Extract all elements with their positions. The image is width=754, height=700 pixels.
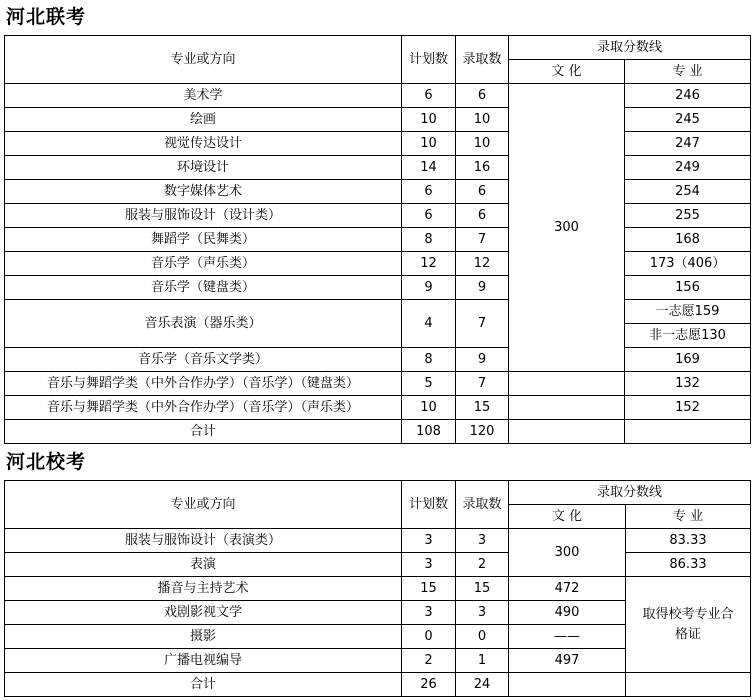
- cell-admit: 3: [456, 601, 509, 625]
- total-plan: 108: [402, 420, 456, 444]
- cell-plan: 8: [402, 348, 456, 372]
- cell-admit: 0: [456, 625, 509, 649]
- cell-specialty: 169: [625, 348, 751, 372]
- cell-plan: 5: [402, 372, 456, 396]
- header-plan: 计划数: [402, 36, 456, 84]
- cell-plan: 3: [402, 601, 456, 625]
- cell-admit: 7: [456, 372, 509, 396]
- cell-major: 音乐学（音乐文学类）: [5, 348, 402, 372]
- cell-admit: 6: [456, 84, 509, 108]
- total-label: 合计: [5, 673, 402, 697]
- xiaokao-table: [4, 480, 751, 697]
- cell-plan: 15: [402, 577, 456, 601]
- cell-culture-shared: 300: [509, 84, 625, 372]
- cell-plan: 9: [402, 276, 456, 300]
- header-plan: 计划数: [402, 481, 456, 529]
- table-row: [5, 108, 751, 132]
- cell-culture-shared: 300: [509, 529, 626, 577]
- header-major: 专业或方向: [5, 481, 402, 529]
- table-row: [5, 156, 751, 180]
- header-specialty: 专 业: [625, 60, 751, 84]
- total-culture-empty: [509, 420, 625, 444]
- cell-plan: 3: [402, 529, 456, 553]
- table-row: [5, 529, 751, 553]
- cell-admit: 2: [456, 553, 509, 577]
- cell-plan: 4: [402, 300, 456, 348]
- cell-specialty: 156: [625, 276, 751, 300]
- cell-major: 戏剧影视文学: [5, 601, 402, 625]
- cell-major: 美术学: [5, 84, 402, 108]
- cell-admit: 3: [456, 529, 509, 553]
- cell-admit: 10: [456, 132, 509, 156]
- cell-plan: 3: [402, 553, 456, 577]
- cell-plan: 10: [402, 132, 456, 156]
- cell-specialty: 86.33: [626, 553, 751, 577]
- cell-admit: 16: [456, 156, 509, 180]
- table-row: [5, 348, 751, 372]
- cell-plan: 8: [402, 228, 456, 252]
- cell-admit: 15: [456, 396, 509, 420]
- cell-admit: 6: [456, 204, 509, 228]
- header-culture: 文 化: [509, 505, 626, 529]
- cell-admit: 7: [456, 300, 509, 348]
- cell-major: 音乐表演（器乐类）: [5, 300, 402, 348]
- cell-plan: 12: [402, 252, 456, 276]
- cell-culture: 497: [509, 649, 626, 673]
- cell-specialty: 83.33: [626, 529, 751, 553]
- cell-major: 广播电视编导: [5, 649, 402, 673]
- cell-major: 音乐学（键盘类）: [5, 276, 402, 300]
- cell-specialty: 132: [625, 372, 751, 396]
- header-culture: 文 化: [509, 60, 625, 84]
- cell-major: 视觉传达设计: [5, 132, 402, 156]
- cell-admit: 1: [456, 649, 509, 673]
- cell-admit: 10: [456, 108, 509, 132]
- total-admit: 24: [456, 673, 509, 697]
- table-row: [5, 132, 751, 156]
- cell-major: 服装与服饰设计（设计类）: [5, 204, 402, 228]
- header-cutoff: 录取分数线: [509, 481, 751, 505]
- cell-specialty-shared: 取得校考专业合格证: [626, 577, 751, 673]
- table-row: [5, 84, 751, 108]
- liankao-table: [4, 35, 751, 444]
- section-title-liankao: 河北联考: [6, 6, 87, 28]
- cell-major: 数字媒体艺术: [5, 180, 402, 204]
- total-row: [5, 420, 751, 444]
- cell-admit: 7: [456, 228, 509, 252]
- cell-plan: 0: [402, 625, 456, 649]
- header-specialty: 专 业: [626, 505, 751, 529]
- section-title-xiaokao: 河北校考: [6, 451, 87, 473]
- cell-specialty-first-choice: 一志愿159: [625, 300, 751, 324]
- total-label: 合计: [5, 420, 402, 444]
- table-row: [5, 228, 751, 252]
- table-row: [5, 252, 751, 276]
- total-specialty-empty: [626, 673, 751, 697]
- cell-specialty: 254: [625, 180, 751, 204]
- header-cutoff: 录取分数线: [509, 36, 751, 60]
- cell-culture: 472: [509, 577, 626, 601]
- cell-admit: 12: [456, 252, 509, 276]
- header-admit: 录取数: [456, 481, 509, 529]
- cell-plan: 10: [402, 108, 456, 132]
- total-admit: 120: [456, 420, 509, 444]
- table-row: [5, 180, 751, 204]
- cell-specialty: 152: [625, 396, 751, 420]
- cell-plan: 6: [402, 84, 456, 108]
- cell-specialty: 168: [625, 228, 751, 252]
- cell-major: 音乐与舞蹈学类（中外合作办学）（音乐学）（声乐类）: [5, 396, 402, 420]
- cell-major: 音乐与舞蹈学类（中外合作办学）（音乐学）（键盘类）: [5, 372, 402, 396]
- table-row: [5, 553, 751, 577]
- cell-major: 绘画: [5, 108, 402, 132]
- cell-specialty-non-first-choice: 非一志愿130: [625, 324, 751, 348]
- cell-specialty: 255: [625, 204, 751, 228]
- cell-culture-empty: [509, 372, 625, 396]
- cell-plan: 14: [402, 156, 456, 180]
- table-row: [5, 300, 751, 324]
- total-plan: 26: [402, 673, 456, 697]
- cell-specialty: 245: [625, 108, 751, 132]
- cell-culture-empty: [509, 396, 625, 420]
- cell-plan: 10: [402, 396, 456, 420]
- cell-major: 播音与主持艺术: [5, 577, 402, 601]
- header-major: 专业或方向: [5, 36, 402, 84]
- cell-admit: 15: [456, 577, 509, 601]
- total-culture-empty: [509, 673, 626, 697]
- table-row: [5, 372, 751, 396]
- cell-specialty: 249: [625, 156, 751, 180]
- total-row: [5, 673, 751, 697]
- cell-admit: 9: [456, 276, 509, 300]
- cell-culture: ——: [509, 625, 626, 649]
- cell-admit: 9: [456, 348, 509, 372]
- cell-major: 摄影: [5, 625, 402, 649]
- cell-culture: 490: [509, 601, 626, 625]
- table-row: [5, 276, 751, 300]
- table-row: [5, 577, 751, 601]
- cell-major: 环境设计: [5, 156, 402, 180]
- table-row: [5, 396, 751, 420]
- header-admit: 录取数: [456, 36, 509, 84]
- cell-specialty: 246: [625, 84, 751, 108]
- cell-plan: 2: [402, 649, 456, 673]
- cell-major: 服装与服饰设计（表演类）: [5, 529, 402, 553]
- total-specialty-empty: [625, 420, 751, 444]
- cell-specialty: 247: [625, 132, 751, 156]
- cell-specialty: 173（406）: [625, 252, 751, 276]
- cell-major: 音乐学（声乐类）: [5, 252, 402, 276]
- cell-plan: 6: [402, 180, 456, 204]
- table-row: [5, 204, 751, 228]
- cell-plan: 6: [402, 204, 456, 228]
- cell-major: 表演: [5, 553, 402, 577]
- cell-major: 舞蹈学（民舞类）: [5, 228, 402, 252]
- cell-admit: 6: [456, 180, 509, 204]
